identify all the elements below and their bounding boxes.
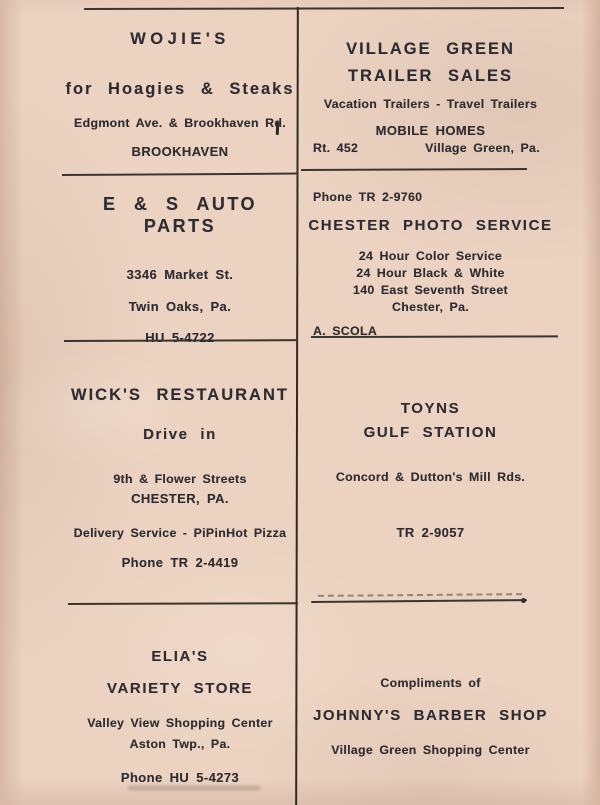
ad-wicks-restaurant: [60, 386, 300, 571]
ad-separator-line-right-3: [311, 599, 527, 603]
ad-phone: Phone HU 5-4273: [120, 769, 240, 785]
ad-route-row: [303, 141, 558, 156]
ad-title-line2: TRAILER SALES: [347, 66, 514, 85]
ad-tagline: Vacation Trailers - Travel Trailers: [323, 96, 538, 111]
ad-service-line2: 24 Hour Black & White: [356, 265, 505, 280]
ad-city: Twin Oaks, Pa.: [128, 298, 232, 314]
ad-address: Concord & Dutton's Mill Rds.: [335, 470, 526, 484]
ad-title: JOHNNY'S BARBER SHOP: [312, 706, 549, 724]
ad-toyns-gulf-station: [303, 400, 558, 540]
ad-city: Chester, Pa.: [391, 299, 470, 314]
ad-separator-line-right-1: [301, 168, 527, 171]
ad-title-line1: ELIA'S: [151, 648, 209, 665]
ad-title-line2: GULF STATION: [363, 424, 498, 441]
ad-address: Village Green Shopping Center: [331, 742, 530, 757]
ad-separator-line-left-1: [62, 173, 298, 176]
ad-title: E & S AUTO PARTS: [102, 194, 257, 236]
top-rule-line: [84, 7, 564, 10]
ad-title: CHESTER PHOTO SERVICE: [308, 216, 553, 234]
ad-address: Edgmont Ave. & Brookhaven Rd.: [74, 115, 286, 130]
ad-phone: HU 5-4722: [145, 330, 215, 346]
ink-dot: [521, 598, 526, 603]
ad-subheading: MOBILE HOMES: [375, 123, 486, 139]
ad-route: Rt. 452: [313, 141, 359, 156]
ad-separator-line-left-3: [68, 602, 298, 605]
ad-city: Aston Twp., Pa.: [129, 736, 231, 751]
ad-village-green-trailer-sales: [303, 40, 558, 156]
ad-title: WOJIE'S: [130, 30, 230, 48]
ad-address: 140 East Seventh Street: [353, 282, 508, 297]
ad-title-line2: VARIETY STORE: [107, 680, 253, 697]
ad-phone: TR 2-9057: [396, 524, 465, 540]
print-smudge: [128, 786, 260, 790]
ad-service-line1: 24 Hour Color Service: [358, 248, 503, 263]
ad-phone: Phone TR 2-4419: [121, 555, 239, 571]
ad-address: Valley View Shopping Center: [87, 716, 273, 730]
ad-es-auto-parts: [60, 194, 300, 346]
ad-owner: A. SCOLA: [313, 324, 378, 339]
ad-title-line1: VILLAGE GREEN: [346, 40, 515, 58]
ad-chester-photo-service: [303, 190, 558, 339]
ad-address: 9th & Flower Streets: [113, 471, 247, 486]
ad-title-line1: TOYNS: [400, 400, 461, 417]
ad-phone: Phone TR 2-9760: [313, 190, 423, 204]
ad-services: Delivery Service - PiPinHot Pizza: [73, 526, 287, 541]
ad-compliments: Compliments of: [380, 676, 481, 690]
ad-title: WICK'S RESTAURANT: [71, 386, 289, 404]
ad-subtitle: for Hoagies & Steaks: [65, 79, 295, 98]
ad-wojies: [60, 30, 300, 160]
dashed-smudge-line: [318, 593, 522, 597]
ad-city: Village Green, Pa.: [425, 141, 540, 156]
ad-johnnys-barber-shop: [303, 676, 558, 758]
ad-city: CHESTER, PA.: [131, 490, 229, 506]
ad-address: 3346 Market St.: [126, 267, 234, 283]
ad-city: BROOKHAVEN: [131, 144, 229, 160]
ad-subtitle: Drive in: [143, 425, 217, 443]
ad-elias-variety-store: [60, 648, 300, 785]
